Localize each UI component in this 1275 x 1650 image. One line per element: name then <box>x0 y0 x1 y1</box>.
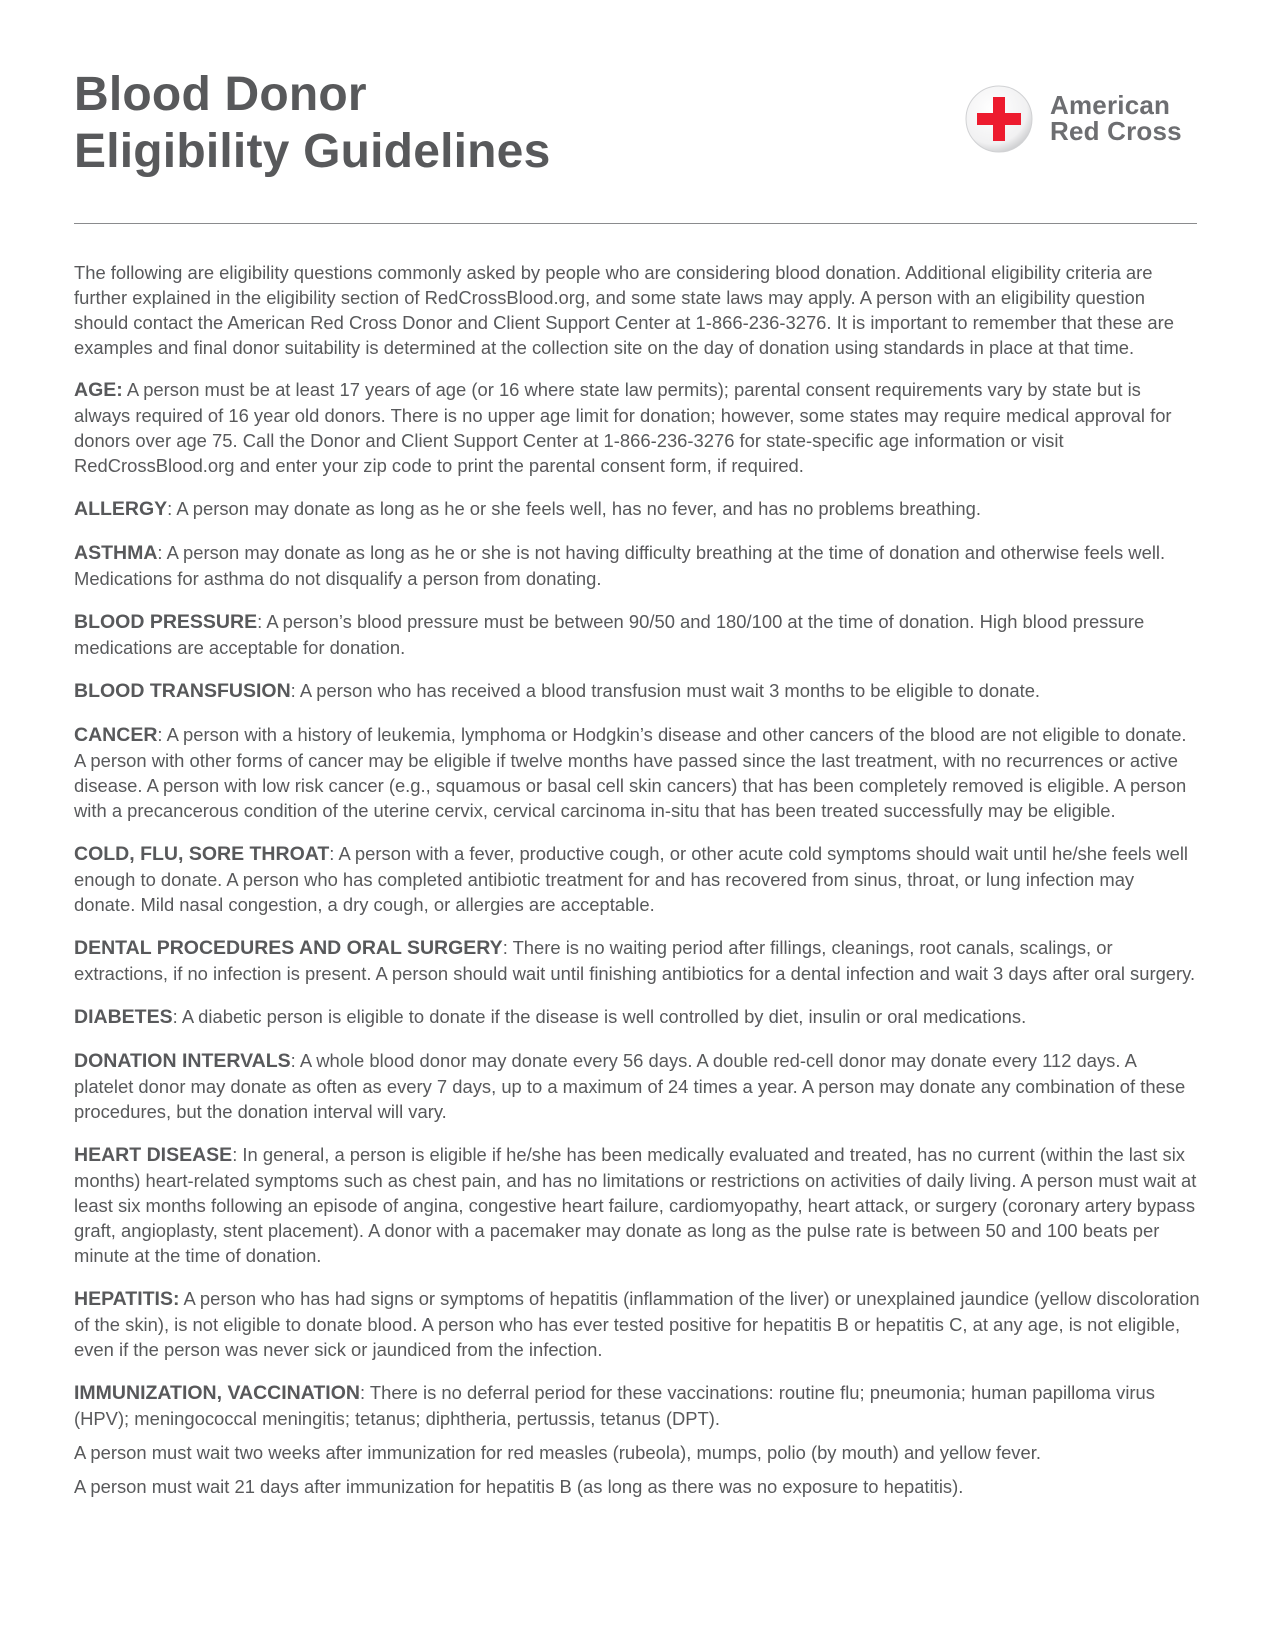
red-cross-icon <box>964 84 1034 154</box>
section-diabetes <box>74 1004 1200 1030</box>
section-text: A person must be at least 17 years of age (or 16 where state law permits); parental consent requirements vary by state but is always required of 16 year old donors. There is no upper age limit for donation; however, some states may require medical approval for donors over age 75. Call the Donor and Client Support Center at 1-866-236-3276 for state-specific age information or visit RedCrossBlood.org and enter your zip code to print the parental consent form, if required. <box>74 379 1172 476</box>
section-term: ALLERGY <box>74 498 168 520</box>
page-title <box>74 66 550 180</box>
section-asthma <box>74 540 1200 591</box>
logo-wordmark <box>1050 92 1182 144</box>
section-cold-flu <box>74 841 1200 917</box>
intro-paragraph: The following are eligibility questions commonly asked by people who are considering blood donation. Additional eligibility criteria are further explained in the eligibility section of RedCrossBlood.org, and some state laws may apply. A person with an eligibility question should contact the American Red Cross Donor and Client Support Center at 1-866-236-3276. It is important to remember that these are examples and final donor suitability is determined at the collection site on the day of donation using standards in place at that time. <box>74 262 1174 358</box>
section-age <box>74 377 1200 478</box>
section-allergy <box>74 496 1200 522</box>
section-term: BLOOD TRANSFUSION <box>74 680 291 702</box>
section-text: : A diabetic person is eligible to donate if the disease is well controlled by diet, insulin or oral medications. <box>172 1006 1027 1027</box>
section-term: HEPATITIS: <box>74 1288 180 1310</box>
title-line-1: Blood Donor <box>74 68 367 121</box>
section-term: BLOOD PRESSURE <box>74 611 258 633</box>
section-term: CANCER <box>74 724 158 746</box>
section-term: DONATION INTERVALS <box>74 1050 291 1072</box>
section-hepatitis <box>74 1286 1200 1362</box>
section-text: : A person with a history of leukemia, lymphoma or Hodgkin’s disease and other cancers of the blood are not eligible to donate. A person with other forms of cancer may be eligible if twelve months have passed since the last treatment, with no recurrences or active disease. A person with low risk cancer (e.g., squamous or basal cell skin cancers) that has been completely removed is eligible. A person with a precancerous condition of the uterine cervix, cervical carcinoma in-situ that has been treated successfully may be eligible. <box>74 724 1187 821</box>
section-dental <box>74 935 1200 986</box>
title-line-2: Eligibility Guidelines <box>74 125 551 178</box>
header-divider <box>74 223 1197 224</box>
section-text: : A person may donate as long as he or she feels well, has no fever, and has no problems breathing. <box>167 498 981 519</box>
section-term: IMMUNIZATION, VACCINATION <box>74 1382 360 1404</box>
section-term: AGE: <box>74 379 123 401</box>
section-text: : A person’s blood pressure must be between 90/50 and 180/100 at the time of donation. High blood pressure medications are acceptable for donation. <box>74 611 1145 658</box>
section-text: : A person with a fever, productive cough, or other acute cold symptoms should wait until he/she feels well enough to donate. A person who has completed antibiotic treatment for and has recovered from sinus, throat, or lung infection may donate. Mild nasal congestion, a dry cough, or allergies are acceptable. <box>74 843 1188 915</box>
section-text: : In general, a person is eligible if he/she has been medically evaluated and treated, has no current (within the last six months) heart-related symptoms such as chest pain, and has no limitations or restrictions on activities of daily living. A person must wait at least six months following an episode of angina, congestive heart failure, cardiomyopathy, heart attack, or surgery (coronary artery bypass graft, angioplasty, stent placement). A donor with a pacemaker may donate as long as the pulse rate is between 50 and 100 beats per minute at the time of donation. <box>74 1144 1197 1266</box>
section-text: A person who has had signs or symptoms of hepatitis (inflammation of the liver) or unexplained jaundice (yellow discoloration of the skin), is not eligible to donate blood. A person who has ever tested positive for hepatitis B or hepatitis C, at any age, is not eligible, even if the person was never sick or jaundiced from the infection. <box>74 1288 1200 1360</box>
section-text: : There is no waiting period after fillings, cleanings, root canals, scalings, or extractions, if no infection is present. A person should wait until finishing antibiotics for a dental infection and wait 3 days after oral surgery. <box>74 937 1196 984</box>
section-immunization <box>74 1380 1200 1431</box>
american-red-cross-logo <box>964 84 1204 158</box>
immunization-note-1: A person must wait two weeks after immunization for red measles (rubeola), mumps, polio (by mouth) and yellow fever. <box>74 1442 1041 1463</box>
section-term: DIABETES <box>74 1006 173 1028</box>
section-term: ASTHMA <box>74 542 158 564</box>
section-blood-transfusion <box>74 678 1200 704</box>
guidelines-body <box>74 260 1200 1508</box>
section-term: DENTAL PROCEDURES AND ORAL SURGERY <box>74 937 503 959</box>
section-text: : A person may donate as long as he or she is not having difficulty breathing at the time of donation and otherwise feels well. Medications for asthma do not disqualify a person from donating. <box>74 542 1166 589</box>
section-donation-intervals <box>74 1048 1200 1124</box>
section-text: : A person who has received a blood transfusion must wait 3 months to be eligible to donate. <box>290 680 1041 701</box>
logo-text-line-1: American <box>1050 90 1171 120</box>
immunization-note-2: A person must wait 21 days after immunization for hepatitis B (as long as there was no exposure to hepatitis). <box>74 1476 964 1497</box>
section-term: HEART DISEASE <box>74 1144 233 1166</box>
section-text: : A whole blood donor may donate every 56 days. A double red-cell donor may donate every 112 days. A platelet donor may donate as often as every 7 days, up to a maximum of 24 times a year. A person may donate any combination of these procedures, but the donation interval will vary. <box>74 1050 1186 1122</box>
section-heart-disease <box>74 1142 1200 1268</box>
section-blood-pressure <box>74 609 1200 660</box>
section-term: COLD, FLU, SORE THROAT <box>74 843 330 865</box>
logo-text-line-2: Red Cross <box>1050 116 1182 146</box>
section-cancer <box>74 722 1200 823</box>
section-text: : There is no deferral period for these vaccinations: routine flu; pneumonia; human papilloma virus (HPV); meningococcal meningitis; tetanus; diphtheria, pertussis, tetanus (DPT). <box>74 1382 1155 1429</box>
